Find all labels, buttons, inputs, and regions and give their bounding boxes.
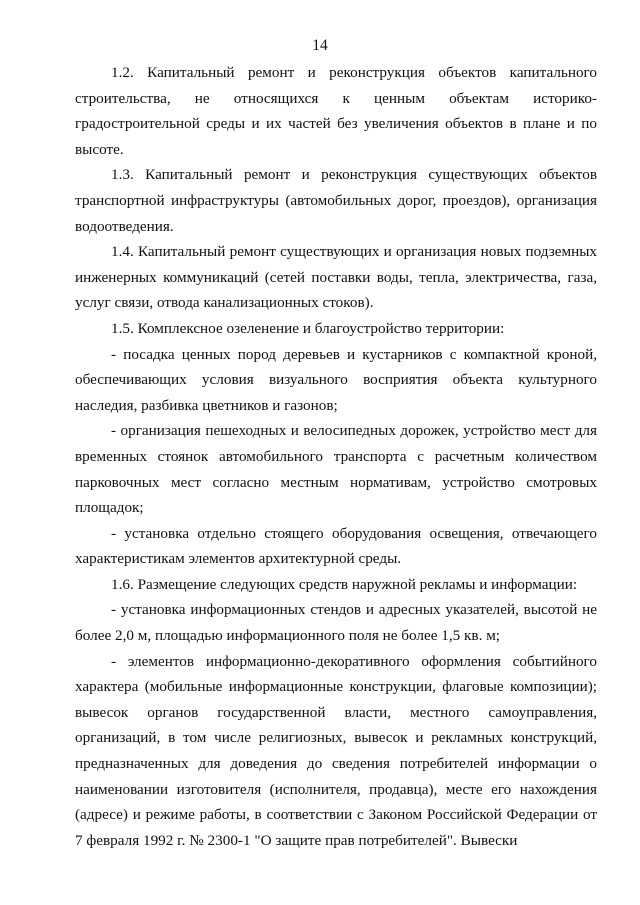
list-item-lighting: - установка отдельно стоящего оборудования освещения, отвечающего характеристикам элементов архитектурной среды. xyxy=(75,524,597,568)
paragraph-1-5: 1.5. Комплексное озеленение и благоустройство территории: xyxy=(111,319,505,337)
list-item-stands: - установка информационных стендов и адресных указателей, высотой не более 2,0 м, площадью информационного поля не более 1,5 кв. м; xyxy=(75,601,597,645)
page-number: 14 xyxy=(312,37,328,54)
list-item-signage: - элементов информационно-декоративного оформления событийного характера (мобильные информационные конструкции, флаговые композиции); вывесок органов государственной власти, местного самоуправления, организаций, в том числе религиозных, вывесок и рекламных конструкций, предназначенных для доведения до сведения потребителей информации о наименовании изготовителя (исполнителя, продавца), месте его нахождения (адресе) и режиме работы, в соответствии с Законом Российской Федерации от 7 февраля 1992 г. № 2300-1 "О защите прав потребителей". Вывески xyxy=(75,652,597,849)
document-body xyxy=(75,60,597,853)
paragraph-1-4: 1.4. Капитальный ремонт существующих и организация новых подземных инженерных коммуникаций (сетей поставки воды, тепла, электричества, газа, услуг связи, отвода канализационных стоков). xyxy=(75,243,597,312)
paragraph-1-2: 1.2. Капитальный ремонт и реконструкция объектов капитального строительства, не относящихся к ценным объектам историко-градостроительной среды и их частей без увеличения объектов в плане и по высоте. xyxy=(75,64,597,158)
paragraph-1-6: 1.6. Размещение следующих средств наружной рекламы и информации: xyxy=(111,575,578,593)
list-item-paths-parking: - организация пешеходных и велосипедных дорожек, устройство мест для временных стоянок автомобильного транспорта с расчетным количеством парковочных мест согласно местным нормативам, устройство смотровых площадок; xyxy=(75,422,597,517)
paragraph-1-3: 1.3. Капитальный ремонт и реконструкция существующих объектов транспортной инфраструктуры (автомобильных дорог, проездов), организация водоотведения. xyxy=(75,166,597,235)
list-item-planting: - посадка ценных пород деревьев и кустарников с компактной кроной, обеспечивающих условия визуального восприятия объекта культурного наследия, разбивка цветников и газонов; xyxy=(75,345,597,414)
